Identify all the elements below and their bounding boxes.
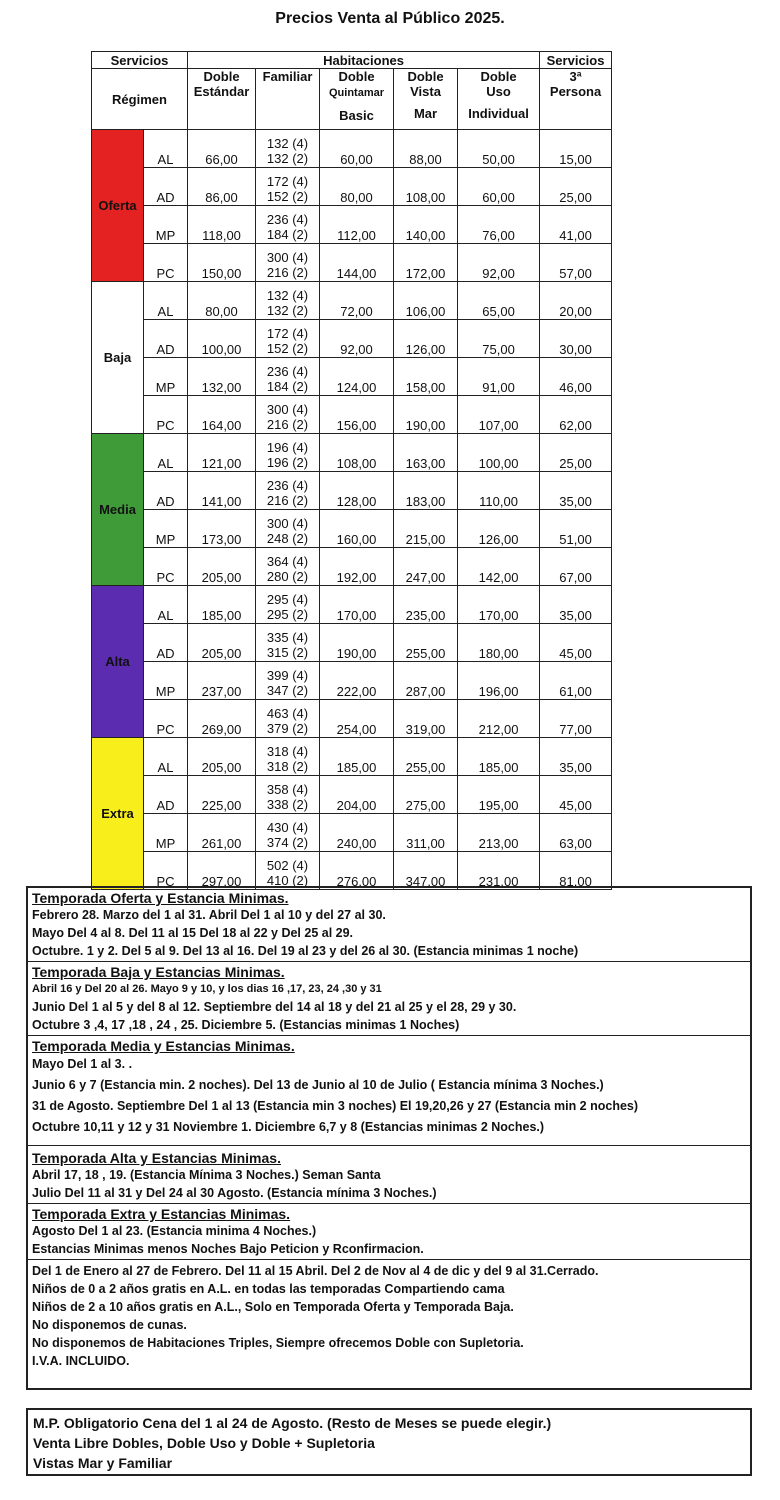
familiar-cell	[256, 776, 320, 814]
doble-vista-mar-header	[394, 69, 458, 130]
tercera-cell: 15,00	[540, 130, 612, 168]
vista-mar-cell: 106,00	[394, 282, 458, 320]
rate-row	[92, 358, 612, 396]
notes-line: Del 1 de Enero al 27 de Febrero. Del 11 al 15 Abril. Del 2 de Nov al 4 de dic y del 9 al 31.Cerrado.	[32, 1264, 599, 1278]
notes-heading: Temporada Media y Estancias Minimas.	[32, 1038, 295, 1054]
notes-extra	[28, 1204, 750, 1260]
familiar-2-value: 410 (2)	[266, 873, 309, 888]
header-line: Vista	[410, 84, 441, 99]
vista-mar-cell: 190,00	[394, 396, 458, 434]
familiar-4-value: 335 (4)	[266, 630, 309, 645]
familiar-2-value: 152 (2)	[266, 341, 309, 356]
vista-mar-cell: 275,00	[394, 776, 458, 814]
familiar-cell	[256, 624, 320, 662]
notes-media	[28, 1036, 750, 1146]
doble-estandar-cell: 150,00	[188, 244, 256, 282]
familiar-2-value: 216 (2)	[266, 417, 309, 432]
servicios-right-header: Servicios	[540, 52, 612, 69]
header-line: 3ª	[569, 69, 582, 84]
vista-mar-cell: 158,00	[394, 358, 458, 396]
vista-mar-cell: 347,00	[394, 852, 458, 890]
tercera-cell: 25,00	[540, 168, 612, 206]
regimen-cell: AD	[144, 472, 188, 510]
rate-row	[92, 396, 612, 434]
familiar-4-value: 236 (4)	[266, 364, 309, 379]
regimen-cell: AL	[144, 586, 188, 624]
vista-mar-cell: 247,00	[394, 548, 458, 586]
regimen-cell: PC	[144, 700, 188, 738]
vista-mar-cell: 311,00	[394, 814, 458, 852]
quintamar-cell: 72,00	[320, 282, 394, 320]
familiar-4-value: 300 (4)	[266, 402, 309, 417]
tercera-cell: 67,00	[540, 548, 612, 586]
doble-estandar-cell: 141,00	[188, 472, 256, 510]
uso-individual-cell: 170,00	[458, 586, 540, 624]
header-line: Uso	[486, 84, 511, 99]
familiar-4-value: 172 (4)	[266, 326, 309, 341]
notes-line: Octubre 10,11 y 12 y 31 Noviembre 1. Diciembre 6,7 y 8 (Estancias minimas 2 Noches.)	[32, 1120, 545, 1134]
quintamar-cell: 60,00	[320, 130, 394, 168]
uso-individual-cell: 50,00	[458, 130, 540, 168]
familiar-cell	[256, 586, 320, 624]
rates-table	[91, 51, 612, 890]
familiar-4-value: 300 (4)	[266, 516, 309, 531]
familiar-4-value: 430 (4)	[266, 820, 309, 835]
familiar-4-value: 236 (4)	[266, 212, 309, 227]
uso-individual-cell: 110,00	[458, 472, 540, 510]
header-line: Doble	[407, 69, 444, 84]
regimen-cell: MP	[144, 206, 188, 244]
uso-individual-cell: 213,00	[458, 814, 540, 852]
doble-estandar-cell: 225,00	[188, 776, 256, 814]
notes-line: Agosto Del 1 al 23. (Estancia minima 4 Noches.)	[32, 1224, 317, 1238]
familiar-header: Familiar	[256, 69, 320, 130]
rate-row	[92, 168, 612, 206]
notes-line: Febrero 28. Marzo del 1 al 31. Abril Del 1 al 10 y del 27 al 30.	[32, 908, 386, 922]
quintamar-cell: 128,00	[320, 472, 394, 510]
vista-mar-cell: 172,00	[394, 244, 458, 282]
familiar-cell	[256, 434, 320, 472]
tercera-cell: 41,00	[540, 206, 612, 244]
tercera-cell: 35,00	[540, 738, 612, 776]
familiar-4-value: 196 (4)	[266, 440, 309, 455]
rate-row	[92, 548, 612, 586]
familiar-4-value: 132 (4)	[266, 136, 309, 151]
familiar-4-value: 318 (4)	[266, 744, 309, 759]
familiar-4-value: 300 (4)	[266, 250, 309, 265]
regimen-cell: MP	[144, 814, 188, 852]
notes-alta	[28, 1146, 750, 1204]
tercera-cell: 51,00	[540, 510, 612, 548]
notes-line: Estancias Minimas menos Noches Bajo Peticion y Rconfirmacion.	[32, 1242, 424, 1256]
quintamar-cell: 160,00	[320, 510, 394, 548]
familiar-4-value: 364 (4)	[266, 554, 309, 569]
notes-line: Octubre 3 ,4, 17 ,18 , 24 , 25. Diciembre 5. (Estancias minimas 1 Noches)	[32, 1018, 460, 1032]
familiar-cell	[256, 206, 320, 244]
tercera-cell: 25,00	[540, 434, 612, 472]
doble-estandar-cell: 66,00	[188, 130, 256, 168]
familiar-2-value: 196 (2)	[266, 455, 309, 470]
footer-line: M.P. Obligatorio Cena del 1 al 24 de Agosto. (Resto de Meses se puede elegir.)	[33, 1415, 552, 1431]
notes-oferta	[28, 888, 750, 962]
header-line: Doble	[203, 69, 240, 84]
header-line: Mar	[413, 106, 438, 121]
regimen-cell: AD	[144, 776, 188, 814]
rate-row	[92, 852, 612, 890]
familiar-cell	[256, 168, 320, 206]
rate-row	[92, 662, 612, 700]
quintamar-cell: 204,00	[320, 776, 394, 814]
familiar-4-value: 463 (4)	[266, 706, 309, 721]
header-line: Doble	[480, 69, 517, 84]
doble-estandar-cell: 100,00	[188, 320, 256, 358]
familiar-2-value: 379 (2)	[266, 721, 309, 736]
vista-mar-cell: 183,00	[394, 472, 458, 510]
uso-individual-cell: 196,00	[458, 662, 540, 700]
uso-individual-cell: 91,00	[458, 358, 540, 396]
tercera-cell: 45,00	[540, 776, 612, 814]
regimen-cell: PC	[144, 548, 188, 586]
regimen-cell: AL	[144, 434, 188, 472]
quintamar-cell: 144,00	[320, 244, 394, 282]
familiar-2-value: 132 (2)	[266, 303, 309, 318]
notes-line: Octubre. 1 y 2. Del 5 al 9. Del 13 al 16. Del 19 al 23 y del 26 al 30. (Estancia minimas 1 noche)	[32, 944, 579, 958]
season-label-media: Media	[92, 434, 144, 586]
uso-individual-cell: 231,00	[458, 852, 540, 890]
tercera-cell: 20,00	[540, 282, 612, 320]
familiar-cell	[256, 738, 320, 776]
vista-mar-cell: 163,00	[394, 434, 458, 472]
header-line: Quintamar	[329, 87, 385, 99]
doble-estandar-cell: 86,00	[188, 168, 256, 206]
familiar-cell	[256, 320, 320, 358]
uso-individual-cell: 75,00	[458, 320, 540, 358]
doble-estandar-cell: 185,00	[188, 586, 256, 624]
familiar-4-value: 358 (4)	[266, 782, 309, 797]
regimen-cell: PC	[144, 852, 188, 890]
regimen-cell: AL	[144, 130, 188, 168]
notes-line: I.V.A. INCLUIDO.	[32, 1354, 130, 1368]
rate-row	[92, 472, 612, 510]
quintamar-cell: 112,00	[320, 206, 394, 244]
quintamar-cell: 222,00	[320, 662, 394, 700]
quintamar-cell: 108,00	[320, 434, 394, 472]
tercera-cell: 61,00	[540, 662, 612, 700]
familiar-cell	[256, 852, 320, 890]
vista-mar-cell: 88,00	[394, 130, 458, 168]
notes-general	[28, 1260, 750, 1371]
tercera-cell: 30,00	[540, 320, 612, 358]
notes-heading: Temporada Extra y Estancias Minimas.	[32, 1206, 291, 1222]
season-label-extra: Extra	[92, 738, 144, 890]
rate-row	[92, 510, 612, 548]
uso-individual-cell: 142,00	[458, 548, 540, 586]
familiar-2-value: 184 (2)	[266, 379, 309, 394]
quintamar-cell: 80,00	[320, 168, 394, 206]
notes-line: Mayo Del 4 al 8. Del 11 al 15 Del 18 al 22 y Del 25 al 29.	[32, 926, 354, 940]
vista-mar-cell: 287,00	[394, 662, 458, 700]
doble-estandar-cell: 173,00	[188, 510, 256, 548]
tercera-cell: 63,00	[540, 814, 612, 852]
doble-estandar-cell: 205,00	[188, 738, 256, 776]
regimen-cell: PC	[144, 396, 188, 434]
doble-estandar-cell: 80,00	[188, 282, 256, 320]
vista-mar-cell: 255,00	[394, 738, 458, 776]
quintamar-cell: 124,00	[320, 358, 394, 396]
doble-estandar-cell: 237,00	[188, 662, 256, 700]
quintamar-cell: 92,00	[320, 320, 394, 358]
vista-mar-cell: 126,00	[394, 320, 458, 358]
season-label-alta: Alta	[92, 586, 144, 738]
vista-mar-cell: 215,00	[394, 510, 458, 548]
notes-line: No disponemos de cunas.	[32, 1318, 187, 1332]
familiar-4-value: 172 (4)	[266, 174, 309, 189]
tercera-cell: 35,00	[540, 586, 612, 624]
familiar-4-value: 236 (4)	[266, 478, 309, 493]
notes-baja	[28, 962, 750, 1036]
header-line: Persona	[549, 84, 602, 99]
quintamar-cell: 156,00	[320, 396, 394, 434]
regimen-cell: AD	[144, 168, 188, 206]
notes-heading: Temporada Baja y Estancias Minimas.	[32, 964, 285, 980]
rate-row	[92, 130, 612, 168]
regimen-cell: MP	[144, 662, 188, 700]
rate-row	[92, 206, 612, 244]
familiar-2-value: 374 (2)	[266, 835, 309, 850]
familiar-4-value: 399 (4)	[266, 668, 309, 683]
familiar-cell	[256, 510, 320, 548]
quintamar-cell: 190,00	[320, 624, 394, 662]
tercera-cell: 77,00	[540, 700, 612, 738]
familiar-2-value: 315 (2)	[266, 645, 309, 660]
familiar-2-value: 216 (2)	[266, 493, 309, 508]
familiar-cell	[256, 282, 320, 320]
familiar-cell	[256, 358, 320, 396]
familiar-2-value: 338 (2)	[266, 797, 309, 812]
notes-line: No disponemos de Habitaciones Triples, Siempre ofrecemos Doble con Supletoria.	[32, 1336, 524, 1350]
uso-individual-cell: 195,00	[458, 776, 540, 814]
uso-individual-cell: 100,00	[458, 434, 540, 472]
notes-line: Niños de 0 a 2 años gratis en A.L. en todas las temporadas Compartiendo cama	[32, 1282, 505, 1296]
tercera-cell: 81,00	[540, 852, 612, 890]
tercera-cell: 62,00	[540, 396, 612, 434]
quintamar-cell: 185,00	[320, 738, 394, 776]
notes-line: 31 de Agosto. Septiembre Del 1 al 13 (Estancia min 3 noches) El 19,20,26 y 27 (Estancia min 2 noches)	[32, 1099, 639, 1113]
familiar-2-value: 184 (2)	[266, 227, 309, 242]
footer-line: Venta Libre Dobles, Doble Uso y Doble + Supletoria	[33, 1435, 375, 1451]
familiar-2-value: 132 (2)	[266, 151, 309, 166]
regimen-cell: AL	[144, 282, 188, 320]
tercera-cell: 35,00	[540, 472, 612, 510]
footer-box	[26, 1408, 752, 1476]
rate-row	[92, 700, 612, 738]
doble-estandar-cell: 297,00	[188, 852, 256, 890]
familiar-cell	[256, 662, 320, 700]
rate-row	[92, 738, 612, 776]
doble-estandar-cell: 121,00	[188, 434, 256, 472]
familiar-2-value: 318 (2)	[266, 759, 309, 774]
vista-mar-cell: 319,00	[394, 700, 458, 738]
regimen-cell: MP	[144, 510, 188, 548]
notes-line: Abril 16 y Del 20 al 26. Mayo 9 y 10, y los dias 16 ,17, 23, 24 ,30 y 31	[32, 983, 382, 995]
notes-line: Abril 17, 18 , 19. (Estancia Mínima 3 Noches.) Seman Santa	[32, 1168, 381, 1182]
regimen-cell: AD	[144, 320, 188, 358]
rate-row	[92, 320, 612, 358]
notes-box	[26, 886, 752, 1390]
doble-estandar-cell: 118,00	[188, 206, 256, 244]
rate-row	[92, 624, 612, 662]
tercera-cell: 46,00	[540, 358, 612, 396]
familiar-cell	[256, 548, 320, 586]
familiar-2-value: 152 (2)	[266, 189, 309, 204]
rate-row	[92, 586, 612, 624]
quintamar-cell: 240,00	[320, 814, 394, 852]
uso-individual-cell: 212,00	[458, 700, 540, 738]
familiar-cell	[256, 244, 320, 282]
familiar-cell	[256, 396, 320, 434]
header-line: Basic	[339, 108, 374, 123]
notes-line: Julio Del 11 al 31 y Del 24 al 30 Agosto. (Estancia mínima 3 Noches.)	[32, 1186, 437, 1200]
uso-individual-cell: 180,00	[458, 624, 540, 662]
doble-estandar-cell: 205,00	[188, 548, 256, 586]
rate-row	[92, 244, 612, 282]
uso-individual-cell: 60,00	[458, 168, 540, 206]
header-line: Individual	[468, 106, 529, 121]
tercera-cell: 57,00	[540, 244, 612, 282]
rate-row	[92, 434, 612, 472]
uso-individual-cell: 76,00	[458, 206, 540, 244]
regimen-cell: MP	[144, 358, 188, 396]
rate-row	[92, 776, 612, 814]
quintamar-cell: 254,00	[320, 700, 394, 738]
rate-row	[92, 282, 612, 320]
vista-mar-cell: 255,00	[394, 624, 458, 662]
regimen-header: Régimen	[92, 69, 188, 130]
rate-row	[92, 814, 612, 852]
familiar-cell	[256, 700, 320, 738]
quintamar-cell: 192,00	[320, 548, 394, 586]
uso-individual-cell: 185,00	[458, 738, 540, 776]
doble-estandar-cell: 261,00	[188, 814, 256, 852]
notes-line: Junio Del 1 al 5 y del 8 al 12. Septiembre del 14 al 18 y del 21 al 25 y el 28, 29 y 30.	[32, 1000, 517, 1014]
doble-uso-individual-header	[458, 69, 540, 130]
doble-estandar-cell: 205,00	[188, 624, 256, 662]
uso-individual-cell: 92,00	[458, 244, 540, 282]
season-label-oferta: Oferta	[92, 130, 144, 282]
notes-line: Junio 6 y 7 (Estancia min. 2 noches). Del 13 de Junio al 10 de Julio ( Estancia mínima 3 Noches.)	[32, 1078, 604, 1092]
doble-estandar-cell: 132,00	[188, 358, 256, 396]
familiar-2-value: 347 (2)	[266, 683, 309, 698]
doble-estandar-header	[188, 69, 256, 130]
familiar-4-value: 132 (4)	[266, 288, 309, 303]
familiar-2-value: 248 (2)	[266, 531, 309, 546]
servicios-header: Servicios	[92, 52, 188, 69]
uso-individual-cell: 107,00	[458, 396, 540, 434]
uso-individual-cell: 65,00	[458, 282, 540, 320]
familiar-2-value: 280 (2)	[266, 569, 309, 584]
vista-mar-cell: 235,00	[394, 586, 458, 624]
footer-line: Vistas Mar y Familiar	[33, 1455, 173, 1471]
regimen-cell: AD	[144, 624, 188, 662]
season-label-baja: Baja	[92, 282, 144, 434]
tercera-persona-header	[540, 69, 612, 130]
uso-individual-cell: 126,00	[458, 510, 540, 548]
familiar-4-value: 295 (4)	[266, 592, 309, 607]
notes-heading: Temporada Alta y Estancias Minimas.	[32, 1150, 281, 1166]
familiar-cell	[256, 472, 320, 510]
notes-line: Niños de 2 a 10 años gratis en A.L., Solo en Temporada Oferta y Temporada Baja.	[32, 1300, 514, 1314]
notes-heading: Temporada Oferta y Estancia Minimas.	[32, 890, 289, 906]
page-title: Precios Venta al Público 2025.	[275, 10, 505, 27]
familiar-2-value: 216 (2)	[266, 265, 309, 280]
notes-line: Mayo Del 1 al 3. .	[32, 1057, 133, 1071]
vista-mar-cell: 108,00	[394, 168, 458, 206]
regimen-cell: AL	[144, 738, 188, 776]
doble-quintamar-header	[320, 69, 394, 130]
familiar-4-value: 502 (4)	[266, 858, 309, 873]
familiar-cell	[256, 814, 320, 852]
familiar-2-value: 295 (2)	[266, 607, 309, 622]
vista-mar-cell: 140,00	[394, 206, 458, 244]
header-line: Estándar	[193, 84, 250, 99]
doble-estandar-cell: 269,00	[188, 700, 256, 738]
quintamar-cell: 276,00	[320, 852, 394, 890]
quintamar-cell: 170,00	[320, 586, 394, 624]
header-line: Doble	[338, 69, 375, 84]
familiar-cell	[256, 130, 320, 168]
doble-estandar-cell: 164,00	[188, 396, 256, 434]
habitaciones-header: Habitaciones	[188, 52, 540, 69]
regimen-cell: PC	[144, 244, 188, 282]
tercera-cell: 45,00	[540, 624, 612, 662]
